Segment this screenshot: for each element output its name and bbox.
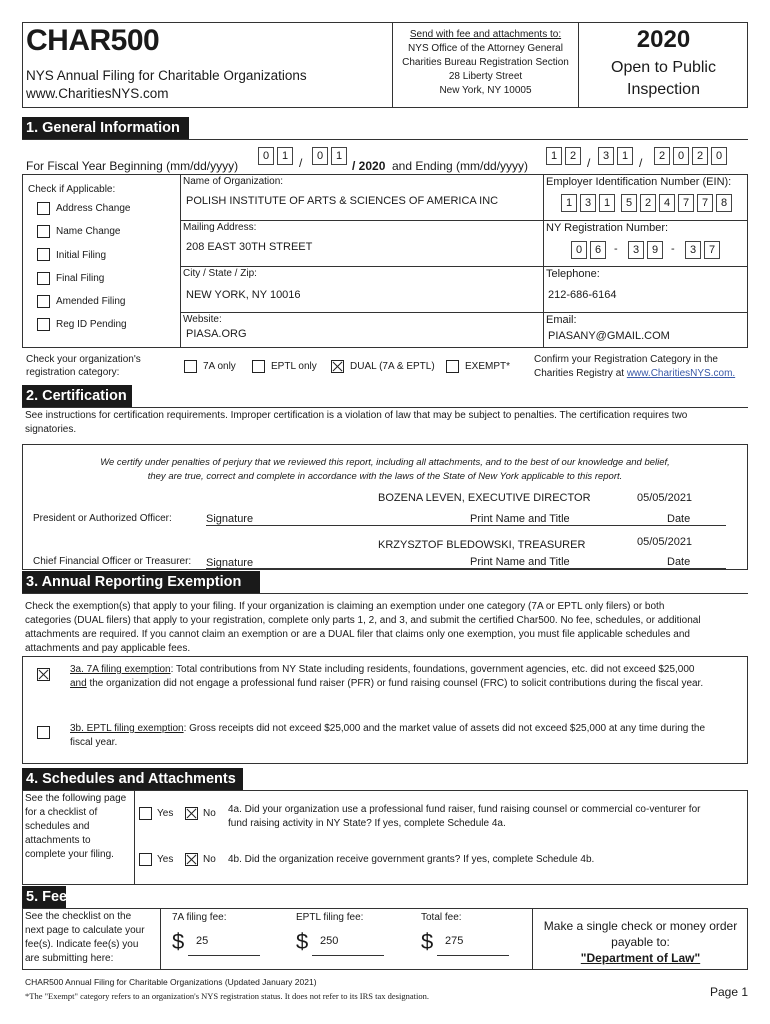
- org-name-label: Name of Organization:: [183, 176, 284, 187]
- ein-digit[interactable]: 1: [561, 194, 577, 212]
- cfo-label: Chief Financial Officer or Treasurer:: [33, 556, 192, 567]
- exemption-instructions: Check the exemption(s) that apply to your filing. If your organization is claiming an exemption under one category (7A or EPTL only filers) or both categories (DUAL filers) that apply to your registration, complete only parts 1, 2, and 3, and submit the certified Char500. No fee, schedules, or additional attachments are required. If you cannot claim an exemption or are a DUAL filer that claims only one exemption, you must file applicable schedules and attachments and pay applicable fees.: [25, 601, 701, 654]
- mailing-address-field[interactable]: 208 EAST 30TH STREET: [186, 241, 313, 253]
- exemption-7a-text: 3a. 7A filing exemption: Total contributions from NY State including residents, foundations, government agencies, etc. did not exceed $25,000 and the organization did not engage a professional fund raiser (PFR) or fund raising counsel (FRC) to solicit contributions during the fiscal year.: [70, 664, 704, 689]
- footer-form-version: CHAR500 Annual Filing for Charitable Organizations (Updated January 2021): [25, 977, 317, 987]
- email-label: Email:: [546, 314, 577, 326]
- ein-digit[interactable]: 2: [640, 194, 656, 212]
- fee-note: See the checklist on the next page to calculate your fee(s). Indicate fee(s) you are submitting here:: [25, 911, 145, 964]
- fy-end-digit[interactable]: 0: [711, 147, 727, 165]
- reg-id-pending-checkbox[interactable]: [37, 318, 50, 331]
- section-3-title: 3. Annual Reporting Exemption: [22, 571, 260, 593]
- category-dual-checkbox[interactable]: [331, 360, 344, 373]
- address-change-checkbox[interactable]: [37, 202, 50, 215]
- telephone-label: Telephone:: [546, 268, 600, 280]
- ein-digit[interactable]: 7: [697, 194, 713, 212]
- ny-reg-digit[interactable]: 9: [647, 241, 663, 259]
- fy-end-digit[interactable]: 1: [617, 147, 633, 165]
- president-name[interactable]: BOZENA LEVEN, EXECUTIVE DIRECTOR: [378, 492, 591, 504]
- fy-start-digit[interactable]: 1: [331, 147, 347, 165]
- fee-total-label: Total fee:: [421, 912, 462, 923]
- mailing-address-label: Mailing Address:: [183, 222, 257, 233]
- ny-reg-digit[interactable]: 3: [628, 241, 644, 259]
- telephone-field[interactable]: 212-686-6164: [548, 289, 617, 301]
- org-website-label: Website:: [183, 314, 222, 325]
- ein-digit[interactable]: 1: [599, 194, 615, 212]
- fy-end-label: and Ending (mm/dd/yyyy): [392, 159, 529, 173]
- ny-reg-label: NY Registration Number:: [546, 222, 669, 234]
- fy-start-digit[interactable]: 0: [258, 147, 274, 165]
- exemption-eptl-text: 3b. EPTL filing exemption: Gross receipts did not exceed $25,000 and the market value of assets did not exceed $25,000 at any time during the fiscal year.: [70, 723, 706, 748]
- final-filing-checkbox[interactable]: [37, 272, 50, 285]
- public-inspection: Open to Public Inspection: [611, 59, 716, 98]
- check-applicable-label: Check if Applicable:: [28, 184, 116, 195]
- category-7a-checkbox[interactable]: [184, 360, 197, 373]
- amended-filing-checkbox[interactable]: [37, 295, 50, 308]
- fy-end-digit[interactable]: 2: [565, 147, 581, 165]
- ein-digit[interactable]: 4: [659, 194, 675, 212]
- section-4-title: 4. Schedules and Attachments: [22, 768, 243, 790]
- president-date[interactable]: 05/05/2021: [637, 492, 693, 504]
- fy-start-digit[interactable]: 1: [277, 147, 293, 165]
- q4b-no-checkbox[interactable]: [185, 853, 198, 866]
- form-name: CHAR500: [26, 24, 160, 57]
- q4a-yes-checkbox[interactable]: [139, 807, 152, 820]
- org-website-field[interactable]: PIASA.ORG: [186, 328, 247, 340]
- section-2-title: 2. Certification: [22, 385, 132, 407]
- fee-7a-label: 7A filing fee:: [172, 912, 227, 923]
- cfo-signature-caption: Signature: [206, 557, 254, 569]
- category-exempt-checkbox[interactable]: [446, 360, 459, 373]
- ny-reg-digit[interactable]: 3: [685, 241, 701, 259]
- city-state-zip-label: City / State / Zip:: [183, 268, 257, 279]
- confirm-category-note: Confirm your Registration Category in the Charities Registry at www.CharitiesNYS.com.: [534, 354, 736, 379]
- certification-statement: We certify under penalties of perjury that we reviewed this report, including all attachments, and to the best of our knowledge and belief, they are true, correct and complete in accordance with the laws of the State of New York applicable to this report.: [100, 457, 670, 482]
- exemption-eptl-checkbox[interactable]: [37, 726, 50, 739]
- q4b-yes-checkbox[interactable]: [139, 853, 152, 866]
- fee-total-field[interactable]: 275: [445, 935, 464, 947]
- ein-label: Employer Identification Number (EIN):: [546, 176, 732, 188]
- mailing-instructions: Send with fee and attachments to: NYS Office of the Attorney General Charities Bureau Registration Section 28 Liberty Street New York, NY 10005: [402, 29, 569, 96]
- q4a-no-checkbox[interactable]: [185, 807, 198, 820]
- question-4b: 4b. Did the organization receive government grants? If yes, complete Schedule 4b.: [228, 854, 595, 865]
- certification-instructions: See instructions for certification requirements. Improper certification is a violation of law that may be subject to penalties. The certification requires two signatories.: [25, 410, 688, 435]
- fee-eptl-label: EPTL filing fee:: [296, 912, 364, 923]
- form-subtitle: NYS Annual Filing for Charitable Organizations: [26, 68, 307, 83]
- ny-reg-digit[interactable]: 0: [571, 241, 587, 259]
- fy-end-digit[interactable]: 0: [673, 147, 689, 165]
- schedules-note: See the following page for a checklist of schedules and attachments to complete your filing.: [25, 793, 127, 860]
- question-4a: 4a. Did your organization use a professional fund raiser, fund raising counsel or commercial co-venturer for fund raising activity in NY State? If yes, complete Schedule 4a.: [228, 804, 701, 829]
- registry-link[interactable]: www.CharitiesNYS.com.: [626, 368, 736, 379]
- cfo-date[interactable]: 05/05/2021: [637, 536, 693, 548]
- fy-start-year: / 2020: [352, 159, 386, 173]
- ny-reg-digit[interactable]: 7: [704, 241, 720, 259]
- fy-end-digit[interactable]: 2: [654, 147, 670, 165]
- reg-category-label: Check your organization's registration category:: [26, 354, 141, 378]
- fy-start-digit[interactable]: 0: [312, 147, 328, 165]
- website: www.CharitiesNYS.com: [26, 86, 169, 101]
- ein-digit[interactable]: 3: [580, 194, 596, 212]
- cfo-name[interactable]: KRZYSZTOF BLEDOWSKI, TREASURER: [378, 539, 586, 551]
- ein-digit[interactable]: 7: [678, 194, 694, 212]
- fy-end-digit[interactable]: 3: [598, 147, 614, 165]
- president-label: President or Authorized Officer:: [33, 513, 172, 524]
- org-name-field[interactable]: POLISH INSTITUTE OF ARTS & SCIENCES OF AMERICA INC: [186, 195, 499, 207]
- fee-eptl-field[interactable]: 250: [320, 935, 339, 947]
- payment-instructions: Make a single check or money order payable to: "Department of Law": [543, 919, 738, 965]
- president-signature-caption: Signature: [206, 513, 254, 525]
- footer-exempt-note: *The "Exempt" category refers to an organization's NYS registration status. It does not refer to its IRS tax designation.: [25, 991, 429, 1001]
- fiscal-year-label: For Fiscal Year Beginning (mm/dd/yyyy): [26, 159, 239, 173]
- form-year: 2020: [636, 26, 691, 53]
- ein-digit[interactable]: 8: [716, 194, 732, 212]
- fy-end-digit[interactable]: 1: [546, 147, 562, 165]
- section-1-title: 1. General Information: [22, 117, 189, 139]
- fy-end-digit[interactable]: 2: [692, 147, 708, 165]
- exemption-7a-checkbox[interactable]: [37, 668, 50, 681]
- section-5-title: 5. Fee: [22, 886, 66, 908]
- city-state-zip-field[interactable]: NEW YORK, NY 10016: [186, 289, 301, 301]
- ein-digit[interactable]: 5: [621, 194, 637, 212]
- initial-filing-checkbox[interactable]: [37, 248, 50, 261]
- ny-reg-digit[interactable]: 6: [590, 241, 606, 259]
- category-eptl-checkbox[interactable]: [252, 360, 265, 373]
- email-field[interactable]: PIASANY@GMAIL.COM: [548, 330, 670, 342]
- page-number: Page 1: [710, 985, 749, 999]
- name-change-checkbox[interactable]: [37, 225, 50, 238]
- fee-7a-field[interactable]: 25: [196, 935, 209, 947]
